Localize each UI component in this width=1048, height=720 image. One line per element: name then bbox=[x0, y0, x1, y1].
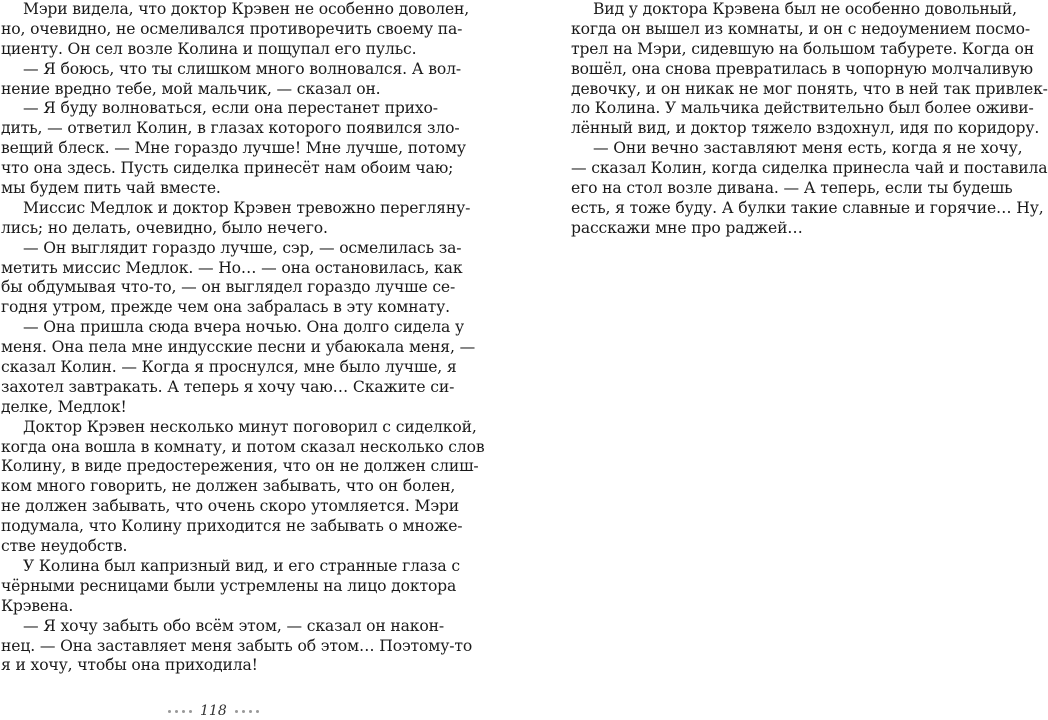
paragraph bbox=[1, 556, 460, 617]
paragraph bbox=[1, 318, 476, 417]
text-line: делке, Медлок! bbox=[1, 397, 127, 416]
text-line: что она здесь. Пусть сиделка принесёт нам обоим чаю; bbox=[1, 159, 454, 178]
text-line: лись; но делать, очевидно, было нечего. bbox=[1, 218, 328, 237]
text-line: захотел завтракать. А теперь я хочу чаю… Скажите си- bbox=[1, 377, 455, 396]
text-line: Вид у доктора Крэвена был не особенно довольный, bbox=[593, 0, 1017, 18]
text-line: но, очевидно, не осмеливался противоречить своему па- bbox=[1, 19, 463, 38]
text-line: — сказал Колин, когда сиделка принесла чай и поставила bbox=[571, 159, 1048, 178]
right-text-column bbox=[571, 0, 1048, 239]
text-line: — Она пришла сюда вчера ночью. Она долго сидела у bbox=[23, 318, 464, 337]
text-line: Миссис Медлок и доктор Крэвен тревожно перегляну- bbox=[23, 198, 471, 217]
text-line: ком много говорить, не должен забывать, что он болен, bbox=[1, 477, 456, 496]
text-line: бы обдумывая что-то, — он выглядел гораздо лучше се- bbox=[1, 278, 456, 297]
left-ornament-dots bbox=[168, 710, 192, 713]
paragraph bbox=[571, 0, 1048, 139]
text-line: его на стол возле дивана. — А теперь, если ты будешь bbox=[571, 179, 1013, 198]
text-line: есть, я тоже буду. А булки такие славные и горячие… Ну, bbox=[571, 198, 1044, 217]
text-line: не должен забывать, что очень скоро утомляется. Мэри bbox=[1, 497, 460, 516]
text-line: чёрными ресницами были устремлены на лицо доктора bbox=[1, 576, 457, 595]
text-line: когда он вышел из комнаты, и он с недоумением посмо- bbox=[571, 19, 1030, 38]
text-line: я и хочу, чтобы она приходила! bbox=[1, 656, 258, 675]
text-line: метить миссис Медлок. — Но… — она остановилась, как bbox=[1, 258, 463, 277]
paragraph bbox=[1, 59, 461, 100]
text-line: меня. Она пела мне индусские песни и убаюкала меня, — bbox=[1, 338, 476, 357]
text-line: когда она вошла в комнату, и потом сказал несколько слов bbox=[1, 437, 485, 456]
text-line: ло Колина. У мальчика действительно был более оживи- bbox=[571, 99, 1034, 118]
text-line: вещий блеск. — Мне гораздо лучше! Мне лучше, потому bbox=[1, 139, 466, 158]
text-line: мы будем пить чай вместе. bbox=[1, 179, 221, 198]
paragraph bbox=[1, 198, 471, 239]
text-line: подумала, что Колину приходится не забывать о множе- bbox=[1, 517, 463, 536]
text-line: дить, — ответил Колин, в глазах которого появился зло- bbox=[1, 119, 460, 138]
text-line: — Я боюсь, что ты слишком много волновался. А вол- bbox=[23, 59, 461, 78]
text-line: Мэри видела, что доктор Крэвен не особенно доволен, bbox=[23, 0, 470, 18]
right-ornament-dots bbox=[235, 710, 259, 713]
text-line: нение вредно тебе, мой мальчик, — сказал он. bbox=[1, 79, 381, 98]
page-number: 118 bbox=[200, 703, 227, 719]
text-line: циенту. Он сел возле Колина и пощупал его пульс. bbox=[1, 39, 417, 58]
page-footer bbox=[168, 703, 259, 719]
left-text-column bbox=[1, 0, 485, 676]
text-line: нец. — Она заставляет меня забыть об этом… Поэтому-то bbox=[1, 636, 473, 655]
text-line: Крэвена. bbox=[1, 596, 74, 615]
text-line: — Они вечно заставляют меня есть, когда я не хочу, bbox=[593, 139, 1023, 158]
text-line: трел на Мэри, сидевшую на большом табурете. Когда он bbox=[571, 39, 1034, 58]
text-line: расскажи мне про раджей… bbox=[571, 218, 803, 237]
text-line: — Я хочу забыть обо всём этом, — сказал он након- bbox=[23, 616, 445, 635]
paragraph bbox=[1, 238, 463, 319]
text-line: годня утром, прежде чем она забралась в эту комнату. bbox=[1, 298, 450, 317]
text-line: вошёл, она снова превратилась в чопорную молчаливую bbox=[571, 59, 1033, 78]
text-line: лённый вид, и доктор тяжело вздохнул, идя по коридору. bbox=[571, 119, 1040, 138]
text-line: Колину, в виде предостережения, что он не должен слиш- bbox=[1, 457, 479, 476]
text-line: стве неудобств. bbox=[1, 537, 128, 556]
paragraph bbox=[1, 99, 466, 198]
paragraph bbox=[1, 0, 470, 60]
paragraph bbox=[1, 616, 473, 677]
text-line: девочку, и он никак не мог понять, что в ней так привлек- bbox=[571, 79, 1048, 98]
text-line: Доктор Крэвен несколько минут поговорил с сиделкой, bbox=[23, 417, 477, 436]
text-line: сказал Колин. — Когда я проснулся, мне было лучше, я bbox=[1, 358, 457, 377]
paragraph bbox=[571, 139, 1048, 238]
text-line: — Я буду волноваться, если она перестанет прихо- bbox=[23, 99, 438, 118]
text-line: У Колина был капризный вид, и его странные глаза с bbox=[23, 556, 460, 575]
paragraph bbox=[1, 417, 485, 557]
text-line: — Он выглядит гораздо лучше, сэр, — осмелилась за- bbox=[23, 238, 462, 257]
